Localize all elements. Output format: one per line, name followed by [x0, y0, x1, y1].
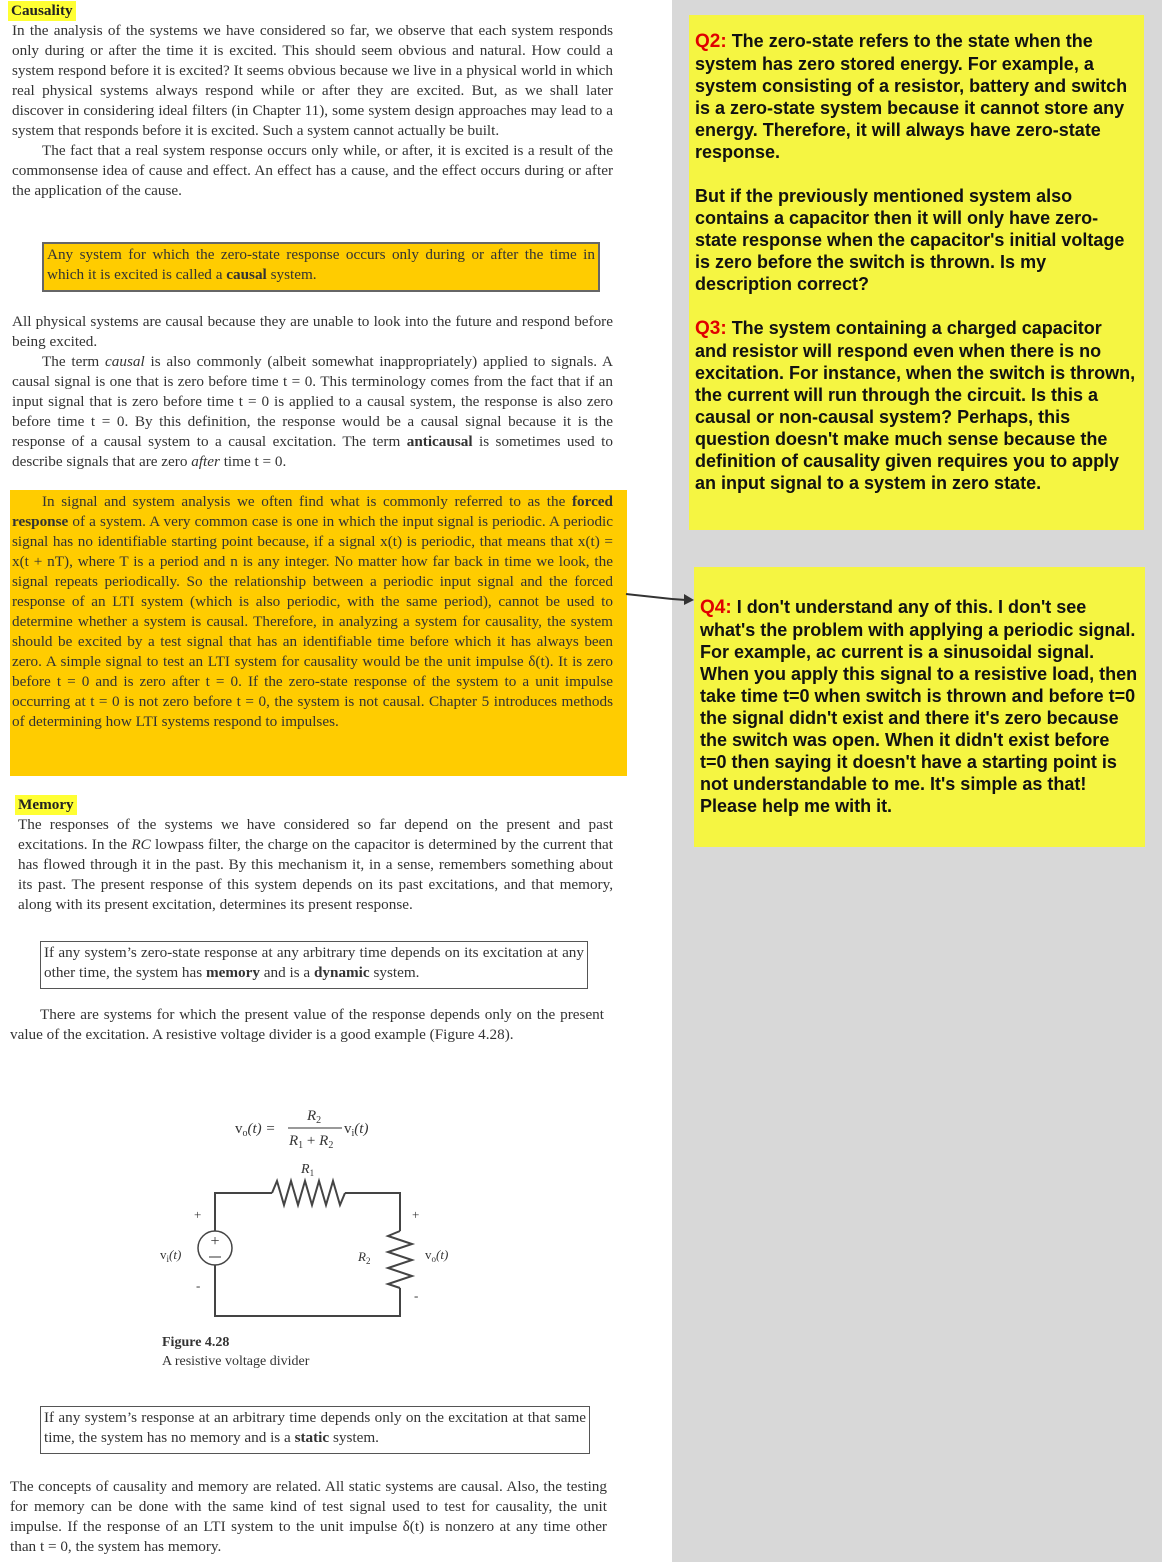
- q3-paragraph: Q3: The system containing a charged capacitor and resistor will respond even when there is no excitation. For instance, when the switch is thrown, the current will run through the circuit. Is this a causal or non-causal system? Perhaps, this question doesn't make much sense because the definition of causality given requires you to apply an input signal to a system in zero state.: [695, 318, 1136, 493]
- equation-denominator: $R_1 + R_2$: [289, 1133, 334, 1151]
- memory-paragraph-3: The concepts of causality and memory are related. All static systems are causal. Also, the testing for memory can be done with the same kind of test signal used to test for causality, the unit impulse. If the response of an LTI system to the unit impulse δ(t) is nonzero at any time other than t = 0, the system has memory.: [10, 1478, 607, 1555]
- equation-numerator: $R_2$: [307, 1108, 322, 1126]
- equation-rhs: $v_i(t)$: [344, 1121, 369, 1139]
- q2-paragraph-2: But if the previously mentioned system also contains a capacitor then it will only have zero-state response when the capacitor's initial voltage is zero before the switch is thrown. Is my description correct?: [695, 186, 1125, 294]
- vo-plus: +: [412, 1207, 420, 1222]
- source-plus: +: [210, 1233, 220, 1250]
- circuit-wires: [215, 1181, 412, 1316]
- question-q4-note: [694, 567, 1145, 847]
- vi-label: $v_i(t)$: [160, 1247, 182, 1264]
- memory-paragraph-2: There are systems for which the present value of the response depends only on the present value of the excitation. A resistive voltage divider is a good example (Figure 4.28).: [10, 1006, 604, 1043]
- q4-paragraph: Q4: I don't understand any of this. I don't see what's the problem with applying a periodic signal. For example, ac current is a sinusoidal signal. When you apply this signal to a resistive load, then take time t=0 when switch is thrown and before t=0 the signal didn't exist and there it's zero because the switch was open. When it didn't exist before t=0 then saying it doesn't have a starting point is not understandable to me. It's simple as that! Please help me with it.: [700, 597, 1138, 816]
- r1-label: $R_1$: [301, 1162, 315, 1178]
- causality-paragraph-3: All physical systems are causal because they are unable to look into the future and respond before being excited. The term causal is also commonly (albeit somewhat inappropriately) applied to signals. A causal signal is one that is zero before time t = 0. This terminology comes from the fact that if an input signal that is zero before time t = 0 is applied to a causal system, the response is also zero before time t = 0. By this definition, the response would be a causal signal because it is the response of a causal system to a causal excitation. The term anticausal is sometimes used to describe signals that are zero after time t = 0.: [12, 313, 613, 470]
- memory-paragraph-1: The responses of the systems we have considered so far depend on the present and past excitations. In the RC lowpass filter, the charge on the capacitor is determined by the current that has flowed through it in the past. By this mechanism it, in a sense, remembers something about its past. The present response of this system depends on its past excitations, and that memory, along with its present excitation, determines its present response.: [18, 816, 614, 913]
- arrow-head-icon: [672, 590, 696, 610]
- r2-label: $R_2$: [358, 1249, 371, 1266]
- q2-paragraph: Q2: The zero-state refers to the state when the system has zero stored energy. For example, a system consisting of a resistor, battery and switch is a zero-state system because it cannot store any energy. Therefore, it will always have zero-state response.: [695, 31, 1128, 162]
- figure-caption-text: A resistive voltage divider: [162, 1354, 310, 1369]
- memory-heading: Memory: [15, 795, 77, 815]
- causality-paragraph-1: In the analysis of the systems we have considered so far, we observe that each system responds only during or after the time it is excited. This should seem obvious and natural. How could a system respond before it is excited? It seems obvious because we live in a physical world in which real physical systems always respond while or after they are excited. But, as we shall later discover in considering ideal filters (in Chapter 11), some system design approaches may lead to a system that responds before it is excited. Such a system cannot actually be built. The fact that a real system response occurs only while, or after, it is excited is a result of the commonsense idea of cause and effect. An effect has a cause, and the effect occurs during or after the application of the cause.: [12, 22, 613, 199]
- causal-definition-box: Any system for which the zero-state response occurs only during or after the time in which it is excited is called a causal system.: [42, 242, 600, 292]
- voltage-divider-figure: [0, 1095, 672, 1375]
- dynamic-definition-box: If any system’s zero-state response at any arbitrary time depends on its excitation at any other time, the system has memory and is a dynamic system.: [40, 941, 588, 989]
- static-definition-box: If any system’s response at an arbitrary time depends only on the excitation at that same time, the system has no memory and is a static system.: [40, 1406, 590, 1454]
- vi-minus: -: [196, 1278, 201, 1293]
- causality-heading: Causality: [8, 1, 76, 21]
- questions-q2-q3-note: [689, 15, 1144, 530]
- arrow-to-q4: [620, 585, 672, 609]
- vo-label: $v_o(t)$: [425, 1247, 449, 1264]
- forced-response-paragraph: In signal and system analysis we often find what is commonly referred to as the forced response of a system. A very common case is one in which the input signal is periodic. A periodic signal has no identifiable starting point because, if a signal x(t) is periodic, that means that x(t) = x(t + nT), where T is a period and n is any integer. No matter how far back in time we look, the signal repeats periodically. So the relationship between a periodic input signal and the forced response of an LTI system (which is also periodic, with the same period), cannot be used to determine whether a system is causal. Therefore, in analyzing a system for causality, the system should be excited by a test signal that has an identifiable time before which it has always been zero. A simple signal to test an LTI system for causality would be the unit impulse δ(t). It is zero before t = 0 and is zero after t = 0. If the zero-state response of the system to a unit impulse occurring at t = 0 is not zero before t = 0, the system is not causal. Chapter 5 introduces methods of determining how LTI systems respond to impulses.: [12, 493, 613, 730]
- figure-caption-title: Figure 4.28: [162, 1335, 230, 1350]
- vi-plus: +: [194, 1207, 202, 1222]
- equation-lhs: $v_o(t)$ =: [235, 1121, 276, 1139]
- vo-minus: -: [414, 1288, 419, 1303]
- question-sidebar: [672, 0, 1162, 1562]
